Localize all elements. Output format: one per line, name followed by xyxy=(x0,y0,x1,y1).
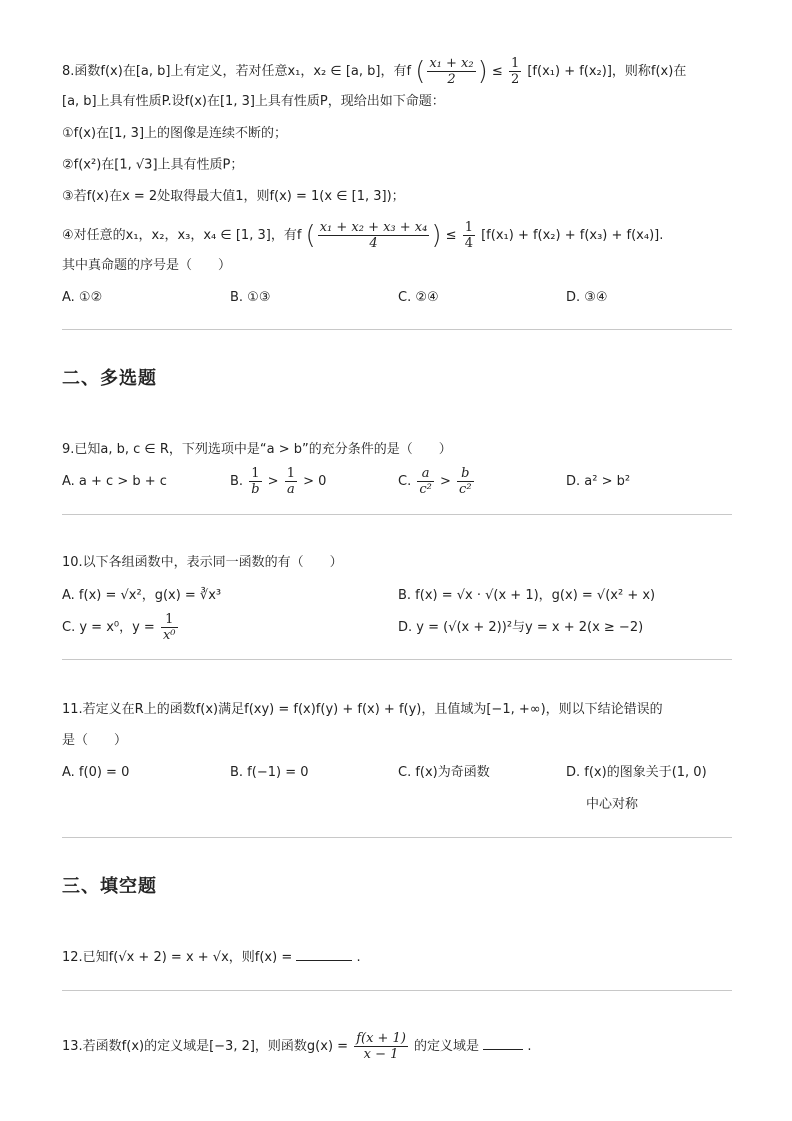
q8-option-b[interactable]: B. ①③ xyxy=(230,290,271,305)
q9-option-b-label: B. xyxy=(230,474,244,489)
q10-stem: 10.以下各组函数中，表示同一函数的有（ ） xyxy=(62,555,343,570)
q8-option-a[interactable]: A. ①② xyxy=(62,290,103,305)
q8-quarter-fraction: $\frac{1}{4}$ xyxy=(464,220,473,251)
q11-option-d[interactable]: D. f(x)的图象关于(1, 0) xyxy=(566,765,707,780)
q13-fraction: $\frac{f(x + 1)}{x - 1}$ xyxy=(356,1031,406,1062)
q8-statement-2 xyxy=(62,155,243,176)
le-sign: ≤ xyxy=(491,64,503,79)
q8-half-fraction: $\frac{1}{2}$ xyxy=(510,56,520,87)
q9-b-fraction-1: $\frac{1}{b}$ xyxy=(251,466,260,497)
q13-answer-blank[interactable] xyxy=(483,1049,523,1050)
q8-line-2: [a, b]上具有性质P.设f(x)在[1, 3]上具有性质P，现给出如下命题： xyxy=(62,94,445,109)
q9-c-fraction-2: $\frac{b}{\text{c²}}$ xyxy=(459,466,472,497)
paren-open: ( xyxy=(305,220,316,251)
q8-line-1 xyxy=(62,56,686,87)
le-sign: ≤ xyxy=(445,228,457,243)
q9-option-b[interactable] xyxy=(230,466,326,497)
q8-s2-end: 上具有性质P； xyxy=(157,157,244,173)
q8-option-c[interactable]: C. ②④ xyxy=(398,290,439,305)
q10-c-fraction: $\frac{1}{\text{x⁰}}$ xyxy=(162,612,176,643)
q8-stem-end: [f(x₁) + f(x₂)]，则称f(x)在 xyxy=(527,64,687,79)
q10-option-a[interactable]: A. f(x) = √x²，g(x) = ∛x³ xyxy=(62,588,222,603)
section-title-multi-choice: 二、多选题 xyxy=(62,368,157,389)
q9-option-d[interactable]: D. a² > b² xyxy=(566,474,631,489)
q10-option-d[interactable]: D. y = (√(x + 2))²与y = x + 2(x ≥ −2) xyxy=(398,620,644,635)
q10-option-c-text: C. y = x⁰，y = xyxy=(62,620,155,635)
section-title-fill-blank: 三、填空题 xyxy=(62,876,157,897)
gt-sign: > xyxy=(440,474,451,489)
q9-b-tail: > 0 xyxy=(303,474,327,489)
q8-s2-start: ②f(x²)在 xyxy=(62,157,115,173)
q10-option-c[interactable] xyxy=(62,612,180,643)
q9-stem: 9.已知a, b, c ∈ R，下列选项中是“a > b”的充分条件的是（ ） xyxy=(62,442,452,457)
period: . xyxy=(527,1039,532,1054)
divider xyxy=(62,329,732,330)
q8-stem-start: 8.函数f(x)在[a, b]上有定义，若对任意x₁，x₂ ∈ [a, b]，有f xyxy=(62,64,412,79)
divider xyxy=(62,659,732,660)
q10-option-b[interactable]: B. f(x) = √x · √(x + 1)，g(x) = √(x² + x) xyxy=(398,588,656,603)
q8-s4-end: [f(x₁) + f(x₂) + f(x₃) + f(x₄)]. xyxy=(481,228,664,243)
paren-close: ) xyxy=(431,220,442,251)
q8-average-fraction: $\frac{\text{x₁ + x₂}}{2}$ xyxy=(429,56,474,87)
period: . xyxy=(356,950,361,965)
q9-c-fraction-1: $\frac{a}{\text{c²}}$ xyxy=(419,466,432,497)
q9-b-fraction-2: $\frac{1}{a}$ xyxy=(286,466,295,497)
q13-stem-end: 的定义域是 xyxy=(414,1039,480,1054)
q13-line xyxy=(62,1031,531,1062)
q11-option-a[interactable]: A. f(0) = 0 xyxy=(62,765,130,780)
gt-sign: > xyxy=(267,474,279,489)
q8-statement-4 xyxy=(62,220,663,251)
paren-close: ) xyxy=(477,56,488,87)
divider xyxy=(62,514,732,515)
q13-stem-start: 13.若函数f(x)的定义域是[−3, 2]，则函数g(x) = xyxy=(62,1039,349,1054)
q8-ask: 其中真命题的序号是（ ） xyxy=(62,258,232,273)
q8-s2-interval: [1, √3] xyxy=(114,157,158,173)
divider xyxy=(62,990,732,991)
q12-line xyxy=(62,948,361,968)
divider xyxy=(62,837,732,838)
q11-option-c[interactable]: C. f(x)为奇函数 xyxy=(398,765,490,780)
q11-option-b[interactable]: B. f(−1) = 0 xyxy=(230,765,309,780)
q8-s4-fraction: $\frac{\text{x₁ + x₂ + x₃ + x₄}}{4}$ xyxy=(319,220,428,251)
q12-stem: 12.已知f(√x + 2) = x + √x，则f(x) = xyxy=(62,950,293,965)
q9-option-c-label: C. xyxy=(398,474,412,489)
q11-option-d-continued: 中心对称 xyxy=(586,797,639,812)
q11-stem-line-2: 是（ ） xyxy=(62,733,128,748)
q9-option-a[interactable]: A. a + c > b + c xyxy=(62,474,167,489)
paren-open: ( xyxy=(415,56,426,87)
q8-s4-start: ④对任意的x₁，x₂，x₃，x₄ ∈ [1, 3]，有f xyxy=(62,228,302,243)
q12-answer-blank[interactable] xyxy=(296,960,352,961)
q8-option-d[interactable]: D. ③④ xyxy=(566,290,608,305)
q8-statement-3: ③若f(x)在x = 2处取得最大值1，则f(x) = 1(x ∈ [1, 3])； xyxy=(62,189,405,204)
q9-option-c[interactable] xyxy=(398,466,476,497)
q11-stem-line-1: 11.若定义在R上的函数f(x)满足f(xy) = f(x)f(y) + f(x) + f(y)，且值域为[−1, +∞)，则以下结论错误的 xyxy=(62,702,663,717)
q8-statement-1: ①f(x)在[1, 3]上的图像是连续不断的； xyxy=(62,126,288,141)
